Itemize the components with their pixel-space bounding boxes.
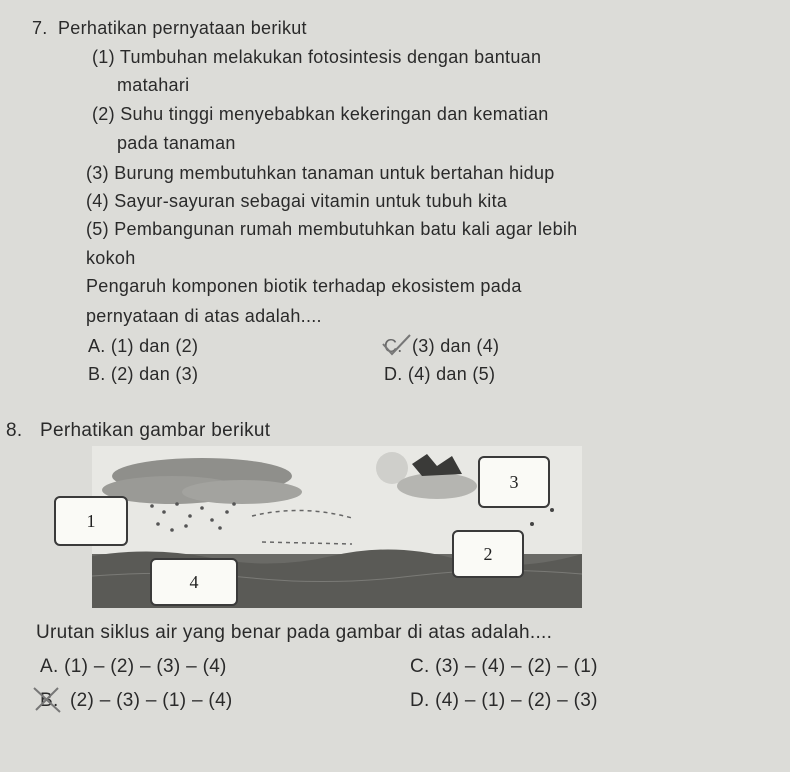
q7-statement-5-cont: kokoh xyxy=(86,248,136,268)
q8-option-a[interactable]: A. (1) – (2) – (3) – (4) xyxy=(40,656,227,677)
q8-question: Urutan siklus air yang benar pada gambar di atas adalah.... xyxy=(36,622,553,643)
q7-option-d[interactable]: D. (4) dan (5) xyxy=(384,364,496,384)
q7-question-line2: pernyataan di atas adalah.... xyxy=(86,306,322,326)
q7-statement-2: (2) Suhu tinggi menyebabkan kekeringan dan kematian xyxy=(92,104,549,124)
water-cycle-figure xyxy=(86,446,582,608)
q7-statement-4: (4) Sayur-sayuran sebagai vitamin untuk tubuh kita xyxy=(86,191,508,211)
q7-statement-1: (1) Tumbuhan melakukan fotosintesis dengan bantuan xyxy=(92,47,542,67)
figure-label-4: 4 xyxy=(150,558,238,606)
q8-title: Perhatikan gambar berikut xyxy=(40,420,271,441)
q7-question-line1: Pengaruh komponen biotik terhadap ekosistem pada xyxy=(86,276,522,296)
q7-statement-5: (5) Pembangunan rumah membutuhkan batu kali agar lebih xyxy=(86,219,578,239)
q7-statement-2-cont: pada tanaman xyxy=(117,133,236,153)
q7-statement-3: (3) Burung membutuhkan tanaman untuk bertahan hidup xyxy=(86,163,555,183)
figure-label-1: 1 xyxy=(54,496,128,546)
q7-option-b[interactable]: B. (2) dan (3) xyxy=(88,364,199,384)
q8-number: 8. xyxy=(6,420,23,441)
q7-option-c[interactable]: (3) dan (4) xyxy=(412,336,500,356)
q7-statement-1-cont: matahari xyxy=(117,75,190,95)
q8-option-d[interactable]: D. (4) – (1) – (2) – (3) xyxy=(410,690,598,711)
cross-mark-icon xyxy=(30,684,64,716)
q7-option-a[interactable]: A. (1) dan (2) xyxy=(88,336,199,356)
q8-option-b-letter[interactable]: B. xyxy=(40,690,59,711)
q8-option-b[interactable]: (2) – (3) – (1) – (4) xyxy=(70,690,233,711)
q8-option-c[interactable]: C. (3) – (4) – (2) – (1) xyxy=(410,656,598,677)
checkmark-icon xyxy=(380,332,414,358)
figure-label-3: 3 xyxy=(478,456,550,508)
q7-option-c-letter[interactable]: C. xyxy=(384,336,403,356)
figure-label-2: 2 xyxy=(452,530,524,578)
q7-number: 7. xyxy=(32,18,48,38)
q7-title: Perhatikan pernyataan berikut xyxy=(58,18,307,38)
